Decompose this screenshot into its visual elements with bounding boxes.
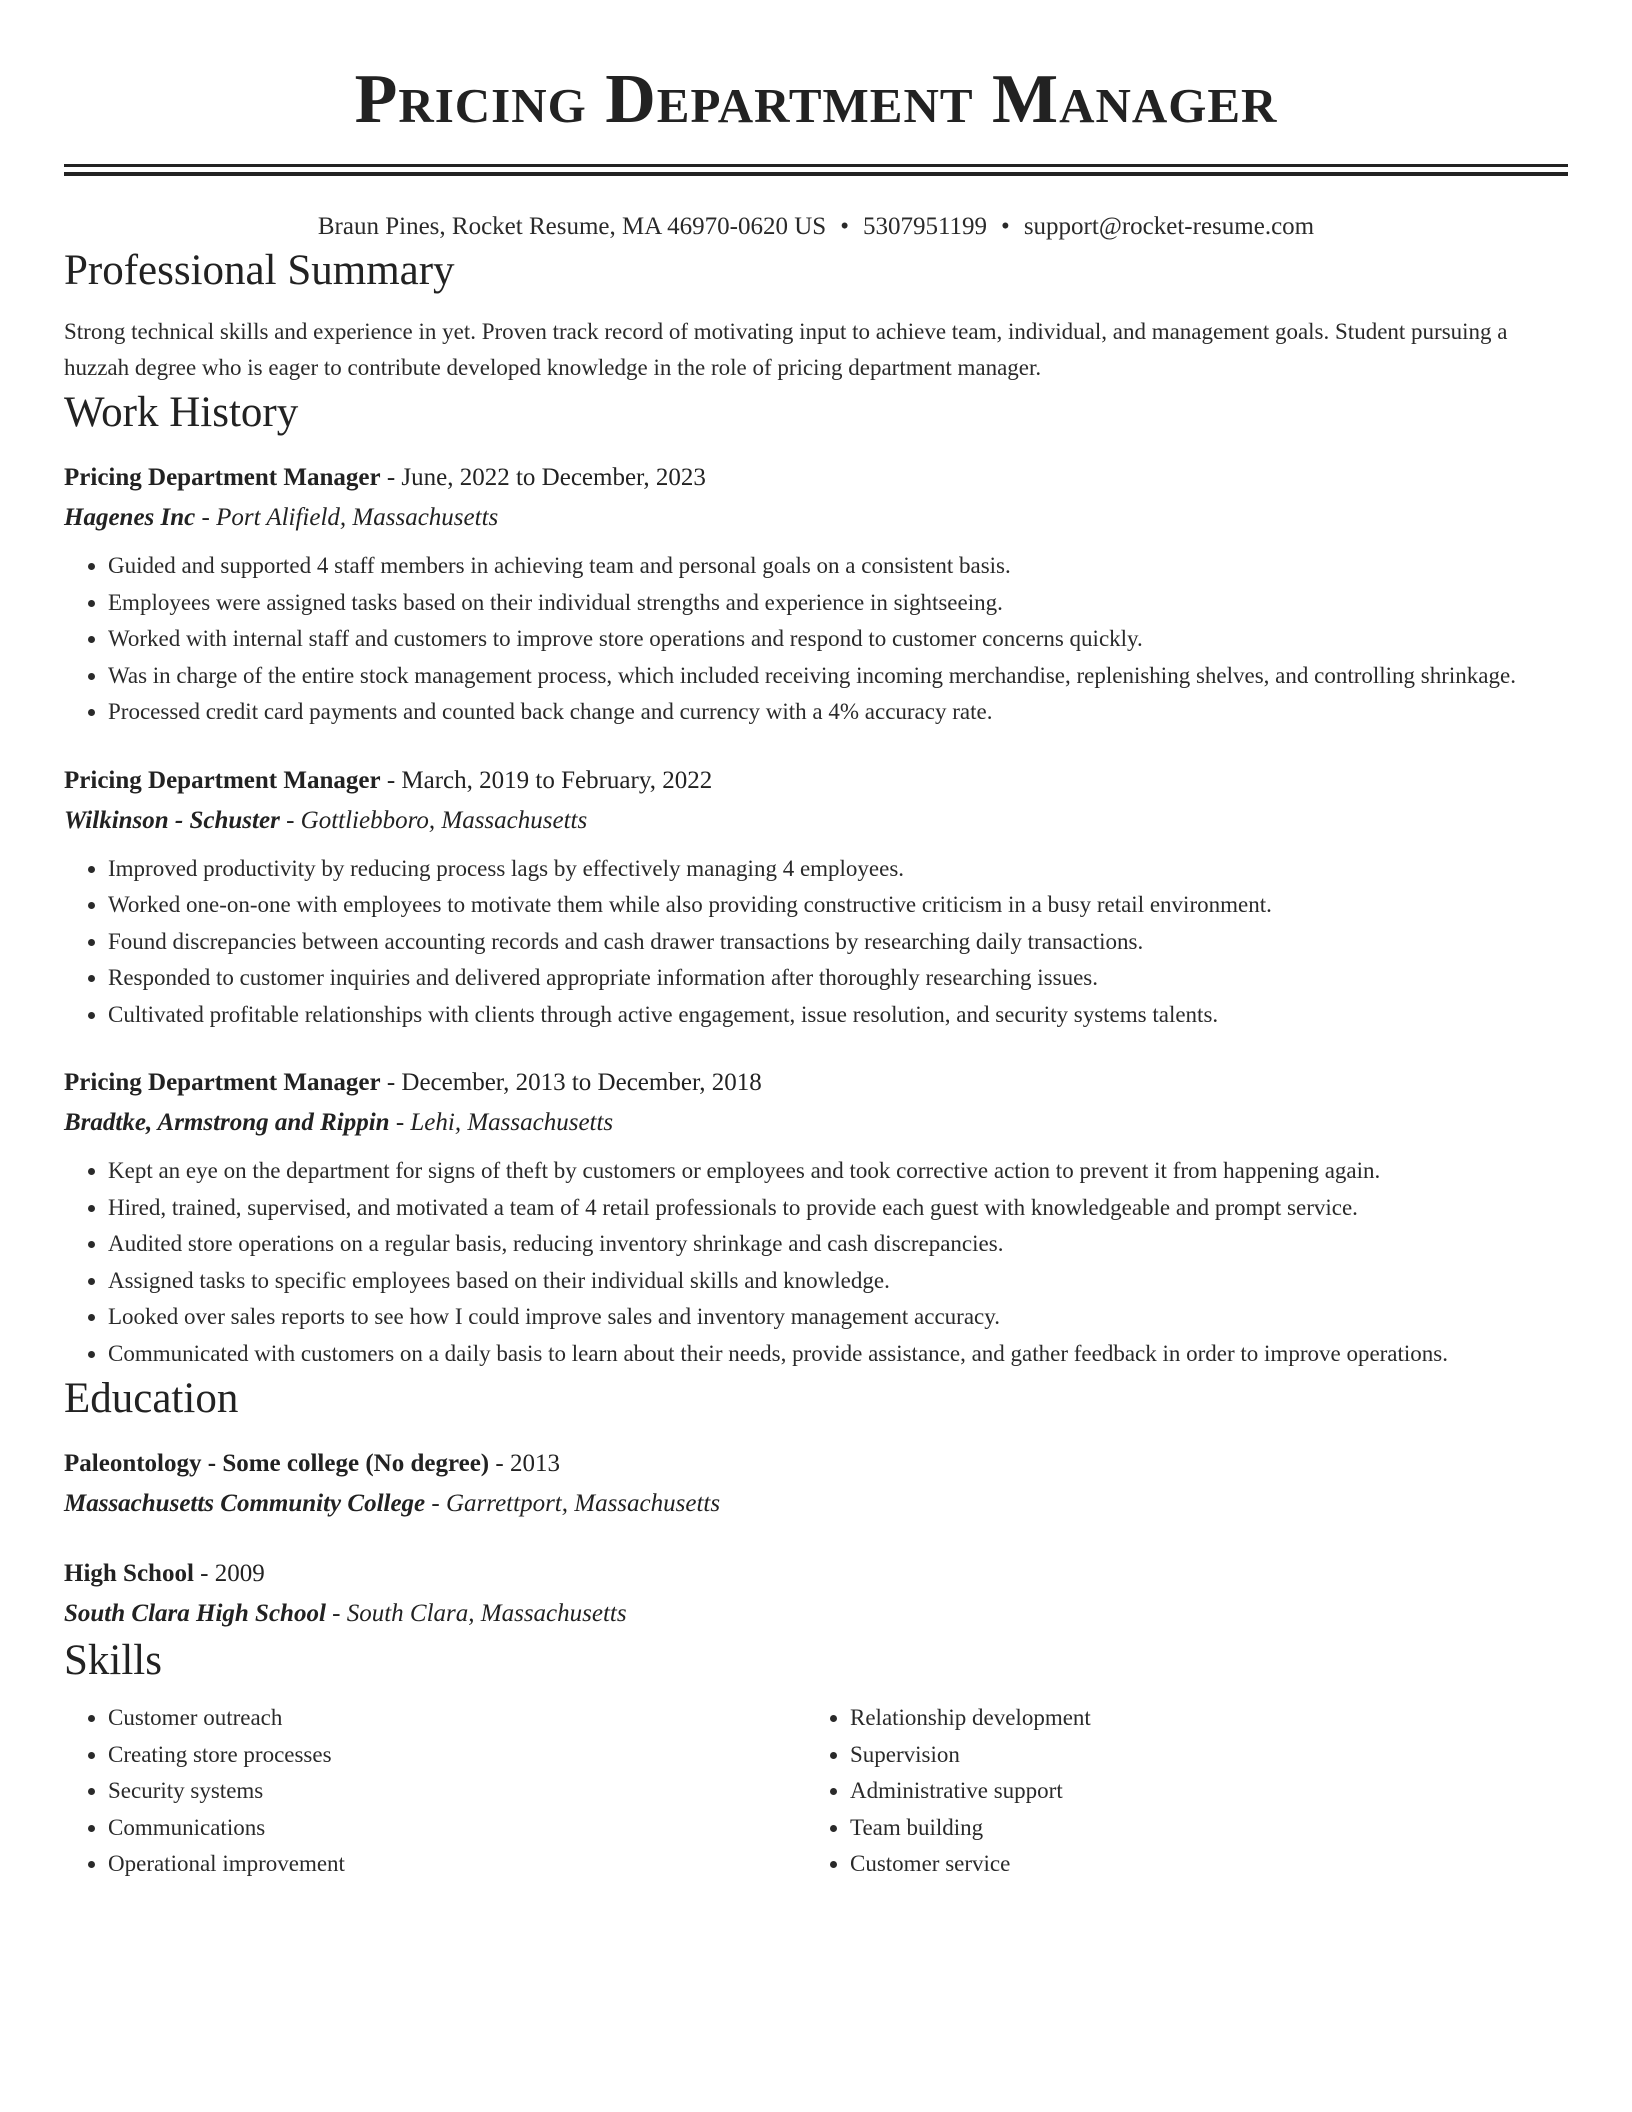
list-item: • Communicated with customers on a daily basis to learn about their needs, provide assistance, and gather feedback in order to improve operations. bbox=[108, 1336, 1568, 1373]
job-entry bbox=[64, 1063, 1568, 1372]
contact-line bbox=[64, 210, 1568, 244]
page-title: Pricing Department Manager bbox=[354, 61, 1278, 138]
education-entry bbox=[64, 1554, 1568, 1634]
job-title-line bbox=[64, 458, 1568, 498]
list-item: • Assigned tasks to specific employees based on their individual skills and knowledge. bbox=[108, 1263, 1568, 1300]
job-entry bbox=[64, 458, 1568, 731]
list-item: • Kept an eye on the department for signs of theft by customers or employees and took corrective action to prevent it from happening again. bbox=[108, 1153, 1568, 1190]
job-dates: - March, 2019 to February, 2022 bbox=[380, 766, 713, 794]
job-location: - Gottliebboro, Massachusetts bbox=[279, 806, 588, 834]
skill-item: • Team building bbox=[850, 1810, 1548, 1847]
education-heading: Education bbox=[64, 1375, 239, 1422]
job-title: Pricing Department Manager bbox=[64, 766, 381, 794]
list-item: • Cultivated profitable relationships with clients through active engagement, issue resolution, and security systems talents. bbox=[108, 997, 1568, 1034]
list-item: • Audited store operations on a regular basis, reducing inventory shrinkage and cash discrepancies. bbox=[108, 1226, 1568, 1263]
skills-column-left bbox=[64, 1700, 806, 1883]
list-item: • Processed credit card payments and counted back change and currency with a 4% accuracy rate. bbox=[108, 694, 1568, 731]
school: Massachusetts Community College bbox=[64, 1490, 426, 1517]
contact-phone: 5307951199 bbox=[862, 213, 988, 240]
contact-email[interactable]: support@rocket-resume.com bbox=[1023, 213, 1315, 240]
job-company-line bbox=[64, 801, 1568, 841]
education-entry bbox=[64, 1444, 1568, 1524]
title-divider bbox=[64, 164, 1568, 176]
job-bullets bbox=[64, 1153, 1568, 1372]
job-company: Bradtke, Armstrong and Rippin bbox=[64, 1109, 390, 1136]
job-dates: - June, 2022 to December, 2023 bbox=[380, 464, 706, 491]
summary-text: Strong technical skills and experience in yet. Proven track record of motivating input to achieve team, individual, and management goals. Student pursuing a huzzah degree who is eager to contribute developed knowledge in the role of pricing department manager. bbox=[64, 319, 1508, 380]
list-item: • Worked with internal staff and customers to improve store operations and respond to customer concerns quickly. bbox=[108, 621, 1568, 658]
job-dates: - December, 2013 to December, 2018 bbox=[380, 1069, 762, 1096]
list-item: • Guided and supported 4 staff members in achieving team and personal goals on a consistent basis. bbox=[108, 548, 1568, 585]
skills-column-right bbox=[806, 1700, 1548, 1883]
skill-item: • Relationship development bbox=[850, 1700, 1548, 1737]
list-item: • Looked over sales reports to see how I could improve sales and inventory management accuracy. bbox=[108, 1299, 1568, 1336]
job-title: Pricing Department Manager bbox=[64, 1069, 381, 1096]
skill-item: • Supervision bbox=[850, 1737, 1548, 1774]
job-company: Wilkinson - Schuster bbox=[64, 806, 280, 834]
skill-item: • Customer outreach bbox=[108, 1700, 806, 1737]
list-item: • Was in charge of the entire stock management process, which included receiving incoming merchandise, replenishing shelves, and controlling shrinkage. bbox=[108, 658, 1568, 695]
contact-separator: • bbox=[840, 213, 849, 240]
degree: High School bbox=[64, 1560, 194, 1587]
job-location: - Lehi, Massachusetts bbox=[389, 1109, 614, 1136]
job-bullets bbox=[64, 548, 1568, 731]
summary-heading: Professional Summary bbox=[64, 247, 455, 294]
degree-year: - 2009 bbox=[193, 1560, 265, 1587]
school: South Clara High School bbox=[64, 1600, 326, 1627]
school-line bbox=[64, 1484, 1568, 1524]
job-company: Hagenes Inc bbox=[64, 504, 196, 531]
list-item: • Worked one-on-one with employees to motivate them while also providing constructive criticism in a busy retail environment. bbox=[108, 887, 1568, 924]
job-location: - Port Alifield, Massachusetts bbox=[195, 504, 499, 531]
school-location: - Garrettport, Massachusetts bbox=[425, 1490, 721, 1517]
list-item: • Hired, trained, supervised, and motivated a team of 4 retail professionals to provide each guest with knowledgeable and prompt service. bbox=[108, 1190, 1568, 1227]
skill-item: • Creating store processes bbox=[108, 1737, 806, 1774]
skills-list bbox=[64, 1700, 1568, 1883]
contact-separator: • bbox=[1001, 213, 1010, 240]
skill-item: • Communications bbox=[108, 1810, 806, 1847]
list-item: • Responded to customer inquiries and delivered appropriate information after thoroughly researching issues. bbox=[108, 960, 1568, 997]
degree: Paleontology - Some college (No degree) bbox=[64, 1450, 490, 1477]
job-company-line bbox=[64, 1103, 1568, 1143]
job-entry bbox=[64, 761, 1568, 1034]
job-bullets bbox=[64, 851, 1568, 1034]
skill-item: • Customer service bbox=[850, 1846, 1548, 1883]
job-title-line bbox=[64, 1063, 1568, 1103]
skill-item: • Administrative support bbox=[850, 1773, 1548, 1810]
degree-line bbox=[64, 1444, 1568, 1484]
contact-address: Braun Pines, Rocket Resume, MA 46970-0620 US bbox=[317, 213, 827, 240]
skill-item: • Security systems bbox=[108, 1773, 806, 1810]
list-item: • Found discrepancies between accounting records and cash drawer transactions by researching daily transactions. bbox=[108, 924, 1568, 961]
job-title: Pricing Department Manager bbox=[64, 464, 381, 491]
list-item: • Improved productivity by reducing process lags by effectively managing 4 employees. bbox=[108, 851, 1568, 888]
school-location: - South Clara, Massachusetts bbox=[325, 1600, 627, 1627]
list-item: • Employees were assigned tasks based on their individual strengths and experience in sightseeing. bbox=[108, 585, 1568, 622]
work-history-heading: Work History bbox=[64, 389, 299, 436]
skills-heading: Skills bbox=[64, 1637, 162, 1684]
job-title-line bbox=[64, 761, 1568, 801]
job-company-line bbox=[64, 498, 1568, 538]
skill-item: • Operational improvement bbox=[108, 1846, 806, 1883]
degree-year: - 2013 bbox=[489, 1450, 560, 1477]
school-line bbox=[64, 1594, 1568, 1634]
degree-line bbox=[64, 1554, 1568, 1594]
